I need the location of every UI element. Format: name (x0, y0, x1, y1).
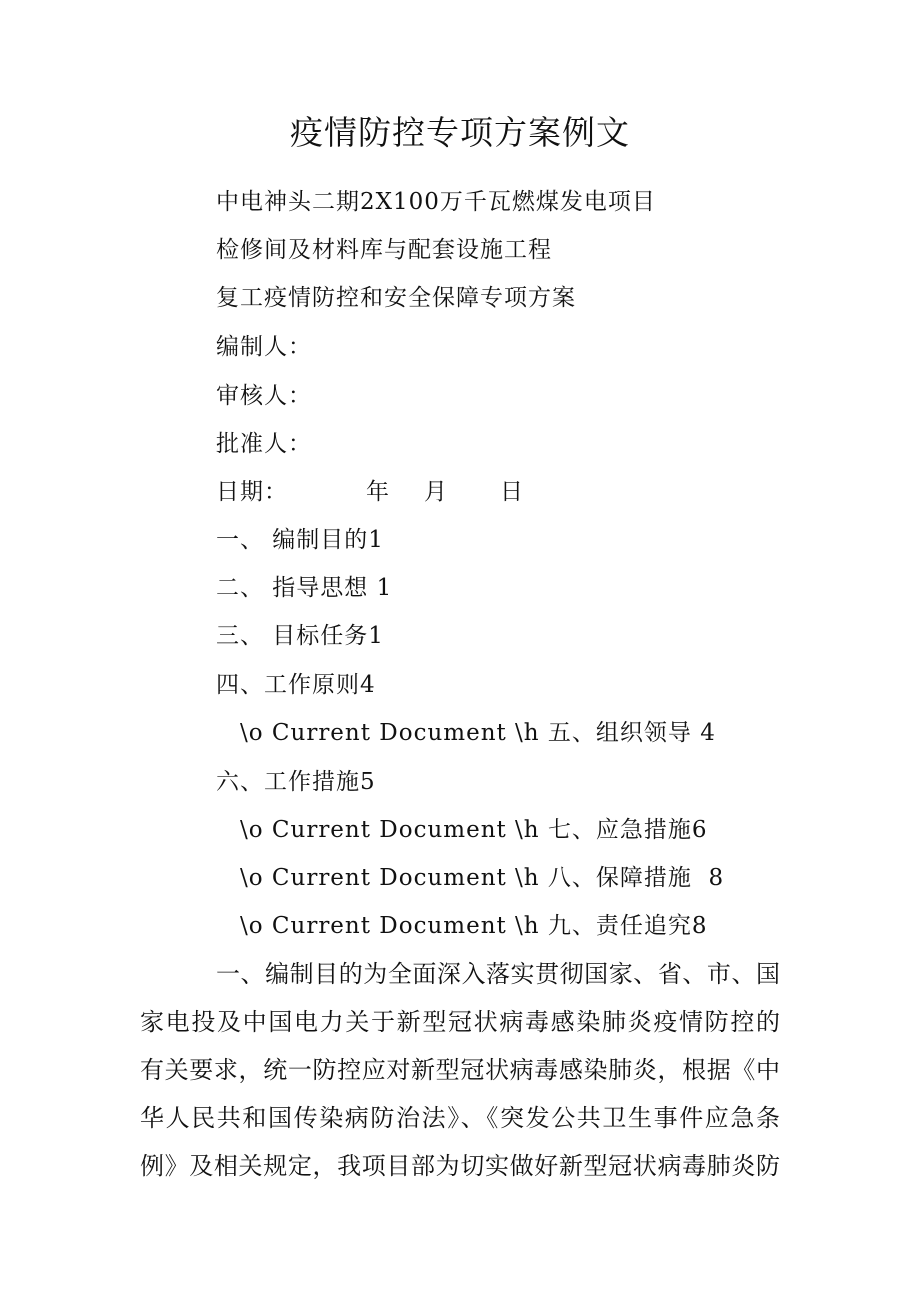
date-line (0, 476, 920, 508)
toc-item-9: \o Current Document \h 九、责任追究8 (240, 913, 708, 939)
toc-item-5: \o Current Document \h 五、组织领导 4 (240, 720, 716, 746)
date-label: 日期： (216, 479, 288, 505)
toc-item-8: \o Current Document \h 八、保障措施 8 (240, 865, 725, 891)
project-scope-line: 检修间及材料库与配套设施工程 (216, 237, 552, 263)
prepared-by-line: 编制人： (216, 334, 312, 360)
document-title: 疫情防控专项方案例文 (290, 113, 630, 152)
plan-name-line: 复工疫情防控和安全保障专项方案 (216, 285, 576, 311)
toc-item-1: 一、 编制目的1 (216, 527, 384, 553)
approved-by-line: 批准人： (216, 431, 312, 457)
date-year: 年 (366, 479, 389, 505)
date-month: 月 (424, 479, 447, 505)
date-day: 日 (500, 479, 523, 505)
toc-item-2: 二、 指导思想 1 (216, 575, 393, 601)
body-line-4: 华人民共和国传染病防治法》、《突发公共卫生事件应急条 (140, 1104, 780, 1132)
body-line-5: 例》及相关规定，我项目部为切实做好新型冠状病毒肺炎防 (140, 1152, 780, 1180)
project-name-line: 中电神头二期2X100万千瓦燃煤发电项目 (216, 189, 656, 215)
toc-item-7: \o Current Document \h 七、应急措施6 (240, 817, 708, 843)
reviewed-by-line: 审核人： (216, 383, 312, 409)
toc-item-3: 三、 目标任务1 (216, 623, 384, 649)
body-line-2: 家电投及中国电力关于新型冠状病毒感染肺炎疫情防控的 (140, 1008, 780, 1036)
toc-item-6: 六、工作措施5 (216, 769, 376, 795)
body-line-1: 一、编制目的为全面深入落实贯彻国家、省、市、国 (216, 960, 780, 988)
toc-item-4: 四、工作原则4 (216, 672, 376, 698)
body-line-3: 有关要求，统一防控应对新型冠状病毒感染肺炎，根据《中 (140, 1056, 780, 1084)
